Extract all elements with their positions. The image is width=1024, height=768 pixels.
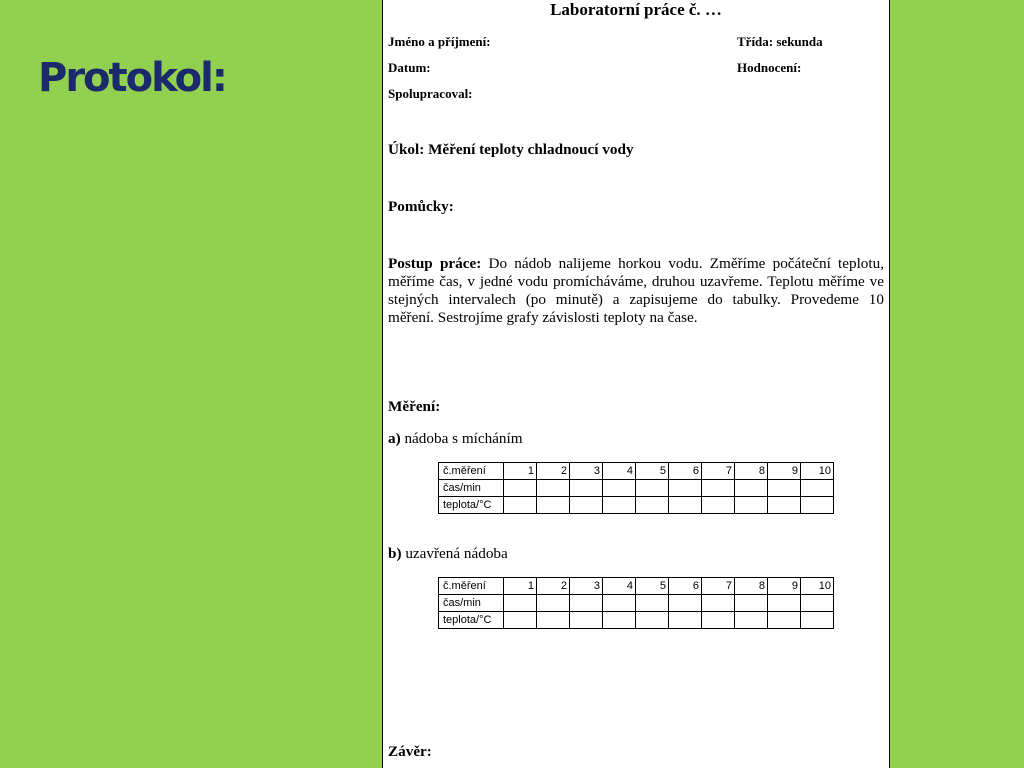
procedure-text: Do nádob nalijeme horkou vodu. Změříme počáteční teplotu,: [488, 255, 884, 272]
section-marker: b): [388, 545, 402, 562]
table-cell-empty: [537, 480, 570, 497]
measurement-number-cell: 6: [669, 463, 702, 480]
table-cell-empty: [801, 497, 834, 514]
tools-label: Pomůcky:: [388, 198, 454, 215]
measurement-number-cell: 1: [504, 578, 537, 595]
table-cell-empty: [504, 480, 537, 497]
table-cell-empty: [669, 497, 702, 514]
measurement-number-cell: 2: [537, 578, 570, 595]
measurement-number-cell: 5: [636, 578, 669, 595]
measurement-number-cell: 8: [735, 578, 768, 595]
table-cell-empty: [603, 612, 636, 629]
procedure-line: měříme čas, v jedné vodu promícháváme, druhou uzavřeme. Teplotu měříme ve: [388, 273, 884, 290]
table-cell-empty: [537, 612, 570, 629]
table-row: [439, 595, 834, 612]
procedure-line: měření. Sestrojíme grafy závislosti teploty na čase.: [388, 309, 698, 326]
table-cell-empty: [570, 612, 603, 629]
procedure-label: Postup práce:: [388, 255, 482, 272]
slide-title: Protokol:: [38, 55, 226, 101]
table-cell-empty: [603, 595, 636, 612]
table-cell-empty: [537, 595, 570, 612]
document-heading: Laboratorní práce č. …: [550, 0, 722, 19]
table-row: [439, 480, 834, 497]
table-cell-empty: [636, 612, 669, 629]
table-row-label: teplota/°C: [439, 612, 504, 629]
measurement-number-cell: 5: [636, 463, 669, 480]
task-line: [388, 141, 634, 159]
date-field-label: Datum:: [388, 60, 431, 75]
measurement-number-cell: 4: [603, 578, 636, 595]
table-cell-empty: [768, 612, 801, 629]
table-cell-empty: [504, 497, 537, 514]
table-cell-empty: [669, 480, 702, 497]
measurement-number-cell: 6: [669, 578, 702, 595]
measurement-number-cell: 4: [603, 463, 636, 480]
table-cell-empty: [570, 497, 603, 514]
table-cell-empty: [636, 480, 669, 497]
table-cell-empty: [669, 595, 702, 612]
measurement-table-a: [438, 462, 834, 514]
table-cell-empty: [735, 480, 768, 497]
measurement-number-cell: 3: [570, 463, 603, 480]
measurement-number-cell: 9: [768, 578, 801, 595]
table-cell-empty: [768, 480, 801, 497]
table-cell-empty: [702, 595, 735, 612]
table-cell-empty: [570, 595, 603, 612]
table-cell-empty: [603, 480, 636, 497]
table-cell-empty: [735, 497, 768, 514]
table-row: [439, 497, 834, 514]
table-cell-empty: [735, 595, 768, 612]
table-header-label: č.měření: [439, 463, 504, 480]
table-header-label: č.měření: [439, 578, 504, 595]
table-row-label: teplota/°C: [439, 497, 504, 514]
measurement-number-cell: 10: [801, 463, 834, 480]
table-cell-empty: [504, 595, 537, 612]
partner-field-label: Spolupracoval:: [388, 86, 473, 101]
table-cell-empty: [537, 497, 570, 514]
name-field-label: Jméno a příjmení:: [388, 34, 491, 49]
measurement-number-cell: 1: [504, 463, 537, 480]
measurement-table-b: [438, 577, 834, 629]
table-row-label: čas/min: [439, 595, 504, 612]
measurement-number-cell: 7: [702, 578, 735, 595]
section-marker: a): [388, 430, 401, 447]
table-cell-empty: [570, 480, 603, 497]
measurement-number-cell: 9: [768, 463, 801, 480]
class-field: [737, 34, 823, 49]
table-cell-empty: [702, 480, 735, 497]
table-header-row: [439, 463, 834, 480]
table-cell-empty: [702, 612, 735, 629]
measurement-number-cell: 7: [702, 463, 735, 480]
table-cell-empty: [669, 612, 702, 629]
class-field-label: Třída:: [737, 34, 774, 49]
section-caption-text: uzavřená nádoba: [405, 545, 508, 562]
table-cell-empty: [801, 595, 834, 612]
conclusion-label: Závěr:: [388, 743, 432, 760]
class-field-value: sekunda: [776, 34, 823, 49]
table-cell-empty: [768, 595, 801, 612]
table-cell-empty: [801, 480, 834, 497]
table-cell-empty: [504, 612, 537, 629]
section-b-caption: [388, 545, 508, 563]
procedure-line: [388, 255, 884, 273]
protocol-document: [382, 0, 890, 768]
measurement-heading: Měření:: [388, 398, 441, 415]
table-header-row: [439, 578, 834, 595]
table-row-label: čas/min: [439, 480, 504, 497]
measurement-number-cell: 8: [735, 463, 768, 480]
section-a-caption: [388, 430, 523, 448]
table-cell-empty: [636, 595, 669, 612]
measurement-number-cell: 2: [537, 463, 570, 480]
table-cell-empty: [636, 497, 669, 514]
table-cell-empty: [735, 612, 768, 629]
procedure-paragraph: [388, 255, 884, 327]
task-label: Úkol:: [388, 141, 425, 158]
table-cell-empty: [801, 612, 834, 629]
table-cell-empty: [603, 497, 636, 514]
table-cell-empty: [702, 497, 735, 514]
table-cell-empty: [768, 497, 801, 514]
procedure-line: stejných intervalech (po minutě) a zapisujeme do tabulky. Provedeme 10: [388, 291, 884, 308]
measurement-number-cell: 3: [570, 578, 603, 595]
table-row: [439, 612, 834, 629]
task-value: Měření teploty chladnoucí vody: [428, 141, 634, 158]
measurement-number-cell: 10: [801, 578, 834, 595]
section-caption-text: nádoba s mícháním: [404, 430, 523, 447]
grade-field-label: Hodnocení:: [737, 60, 802, 75]
